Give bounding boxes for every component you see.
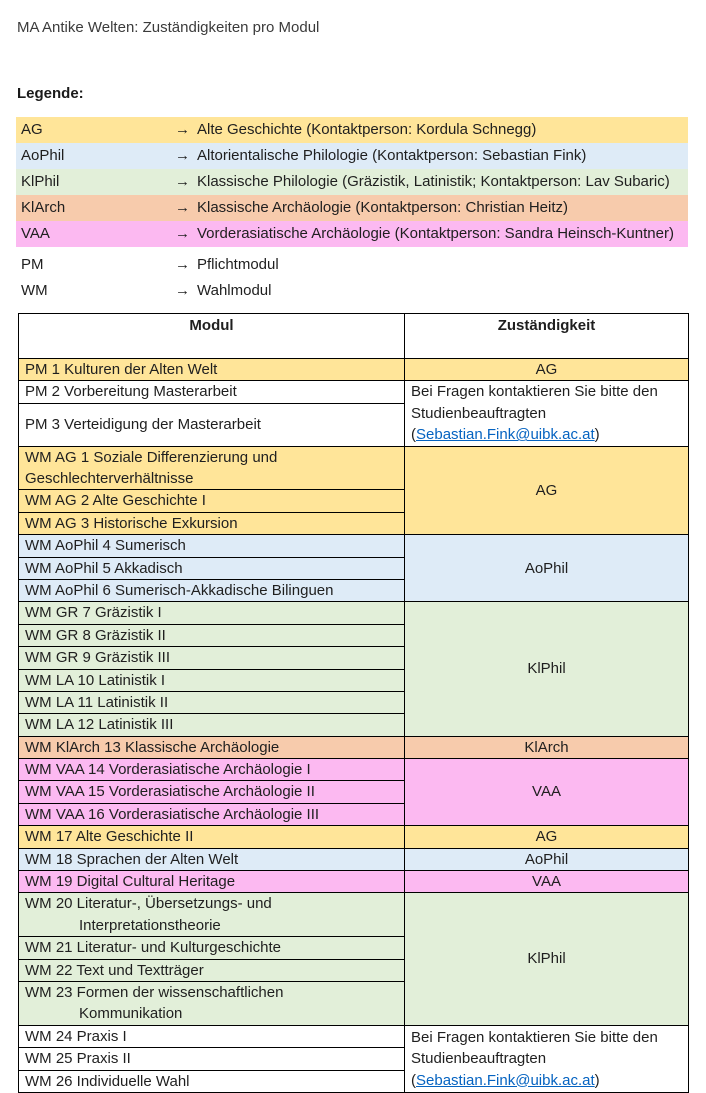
contact-note-line: Studienbeauftragten <box>411 1050 547 1068</box>
column-header-modul: Modul <box>19 314 405 359</box>
legend-code: AG <box>21 121 43 138</box>
legend-code: KlPhil <box>21 173 60 190</box>
module-label-line: Interpretationstheorie <box>79 916 221 934</box>
module-label-line: WM VAA 16 Vorderasiatische Archäologie III <box>25 805 320 823</box>
module-label-line: WM GR 9 Gräzistik III <box>25 649 171 667</box>
responsibility-cell: KlPhil <box>405 893 689 1025</box>
module-label-line: WM 25 Praxis II <box>25 1050 131 1068</box>
module-cell <box>19 1048 405 1070</box>
table-row <box>19 848 689 870</box>
responsibility-cell: VAA <box>405 871 689 893</box>
module-cell <box>19 848 405 870</box>
contact-note-line <box>411 1070 688 1091</box>
paren-close: ) <box>594 426 600 444</box>
legend-code: PM <box>21 256 44 273</box>
module-label-line: WM AoPhil 5 Akkadisch <box>25 559 183 577</box>
legend-description <box>175 117 688 143</box>
module-label-line: WM 26 Individuelle Wahl <box>25 1072 190 1090</box>
contact-note-line <box>411 424 688 445</box>
legend-row-aophil <box>16 143 688 169</box>
module-cell <box>19 512 405 534</box>
right-arrow-icon: → <box>175 282 190 299</box>
module-cell <box>19 602 405 624</box>
table-row <box>19 602 689 624</box>
legend-description-text: Klassische Philologie (Gräzistik, Latinistik; Kontaktperson: Lav Subaric) <box>197 173 670 190</box>
module-label-line: WM GR 7 Gräzistik I <box>25 604 162 622</box>
module-cell <box>19 647 405 669</box>
legend-description <box>175 221 688 247</box>
module-label-line: WM AG 3 Historische Exkursion <box>25 514 238 532</box>
module-type-list <box>16 252 688 304</box>
responsibility-cell <box>405 381 689 446</box>
table-row <box>19 359 689 381</box>
module-label-line: Kommunikation <box>79 1005 183 1023</box>
responsibility-cell: KlArch <box>405 736 689 758</box>
table-header-row <box>19 314 689 359</box>
module-label-line: WM 24 Praxis I <box>25 1027 127 1045</box>
module-label-line: WM 22 Text und Textträger <box>25 961 204 979</box>
module-label-line: WM VAA 15 Vorderasiatische Archäologie II <box>25 783 315 801</box>
table-row <box>19 826 689 848</box>
page-title: MA Antike Welten: Zuständigkeiten pro Modul <box>17 19 320 36</box>
module-label-line: WM AG 1 Soziale Differenzierung und <box>25 448 278 466</box>
module-cell <box>19 826 405 848</box>
right-arrow-icon: → <box>175 121 190 138</box>
module-cell <box>19 803 405 825</box>
module-cell <box>19 403 405 446</box>
module-label-line: WM GR 8 Gräzistik II <box>25 626 166 644</box>
table-row <box>19 446 689 490</box>
legend-code: AoPhil <box>21 147 65 164</box>
module-cell <box>19 893 405 937</box>
module-cell <box>19 579 405 601</box>
contact-note <box>411 381 688 445</box>
responsibility-cell <box>405 1025 689 1092</box>
right-arrow-icon: → <box>175 147 190 164</box>
module-label-line: WM 23 Formen der wissenschaftlichen <box>25 984 284 1002</box>
legend-description-text: Vorderasiatische Archäologie (Kontaktperson: Sandra Heinsch-Kuntner) <box>197 225 674 242</box>
module-cell <box>19 624 405 646</box>
contact-note-line: Bei Fragen kontaktieren Sie bitte den <box>411 383 658 401</box>
module-label-line: PM 2 Vorbereitung Masterarbeit <box>25 383 237 401</box>
table-row <box>19 535 689 557</box>
legend-code: WM <box>21 282 48 299</box>
module-label-line: WM 19 Digital Cultural Heritage <box>25 873 236 891</box>
module-label-line: WM VAA 14 Vorderasiatische Archäologie I <box>25 761 311 779</box>
module-cell <box>19 1070 405 1092</box>
module-label-line: WM 17 Alte Geschichte II <box>25 828 194 846</box>
module-label-line: WM LA 12 Latinistik III <box>25 716 174 734</box>
module-cell <box>19 959 405 981</box>
table-row <box>19 871 689 893</box>
module-label-line: WM LA 10 Latinistik I <box>25 671 166 689</box>
module-label-line: Geschlechterverhältnisse <box>25 469 194 487</box>
paren-open: ( <box>411 426 416 444</box>
legend-description-text: Wahlmodul <box>197 282 272 299</box>
right-arrow-icon: → <box>175 199 190 216</box>
legend-description-text: Pflichtmodul <box>197 256 279 273</box>
table-row <box>19 736 689 758</box>
legend-row-wm <box>16 278 688 304</box>
legend-description <box>175 169 688 195</box>
right-arrow-icon: → <box>175 256 190 273</box>
module-label-line: WM 18 Sprachen der Alten Welt <box>25 850 239 868</box>
module-label-line: WM AG 2 Alte Geschichte I <box>25 492 206 510</box>
legend-code: VAA <box>21 225 50 242</box>
legend-description <box>175 278 688 304</box>
table-row <box>19 759 689 781</box>
legend-description <box>175 252 688 278</box>
paren-open: ( <box>411 1071 416 1089</box>
legend-description-text: Klassische Archäologie (Kontaktperson: Christian Heitz) <box>197 199 569 216</box>
responsibility-cell: AG <box>405 359 689 381</box>
contact-note <box>411 1027 688 1091</box>
legend-row-pm <box>16 252 688 278</box>
module-cell <box>19 490 405 512</box>
module-cell <box>19 937 405 959</box>
module-cell <box>19 1025 405 1047</box>
table-row <box>19 381 689 403</box>
email-link[interactable]: Sebastian.Fink@uibk.ac.at <box>416 426 595 444</box>
responsibility-table <box>18 313 689 1093</box>
module-cell <box>19 736 405 758</box>
responsibility-cell: AG <box>405 826 689 848</box>
module-label-line: WM 20 Literatur-, Übersetzungs- und <box>25 895 272 913</box>
responsibility-cell: AoPhil <box>405 535 689 602</box>
module-cell <box>19 982 405 1026</box>
responsibility-cell: AG <box>405 446 689 535</box>
module-cell <box>19 871 405 893</box>
legend-row-klarch <box>16 195 688 221</box>
module-label-line: WM AoPhil 6 Sumerisch-Akkadische Bilinguen <box>25 581 334 599</box>
module-label-line: PM 3 Verteidigung der Masterarbeit <box>25 416 261 433</box>
module-label-line: WM AoPhil 4 Sumerisch <box>25 537 186 555</box>
table-row <box>19 893 689 937</box>
paren-close: ) <box>594 1071 600 1089</box>
legend-description <box>175 143 688 169</box>
module-label-line: WM 21 Literatur- und Kulturgeschichte <box>25 939 281 957</box>
responsibility-cell: VAA <box>405 759 689 826</box>
module-cell <box>19 381 405 403</box>
module-cell <box>19 359 405 381</box>
right-arrow-icon: → <box>175 173 190 190</box>
responsibility-cell: AoPhil <box>405 848 689 870</box>
legend-description <box>175 195 688 221</box>
module-cell <box>19 557 405 579</box>
legend-heading: Legende: <box>17 85 84 102</box>
legend-area-list <box>16 117 688 247</box>
module-cell <box>19 714 405 736</box>
module-label-line: WM LA 11 Latinistik II <box>25 693 169 711</box>
module-cell <box>19 446 405 490</box>
document-page <box>0 19 706 1089</box>
legend-row-ag <box>16 117 688 143</box>
module-label-line: WM KlArch 13 Klassische Archäologie <box>25 738 280 756</box>
legend-description-text: Altorientalische Philologie (Kontaktperson: Sebastian Fink) <box>197 147 587 164</box>
module-cell <box>19 669 405 691</box>
module-cell <box>19 759 405 781</box>
column-header-zustaendigkeit: Zuständigkeit <box>405 314 689 359</box>
contact-note-line: Studienbeauftragten <box>411 404 547 422</box>
module-label-line: PM 1 Kulturen der Alten Welt <box>25 361 218 378</box>
legend-row-vaa <box>16 221 688 247</box>
module-cell <box>19 535 405 557</box>
contact-note-line: Bei Fragen kontaktieren Sie bitte den <box>411 1028 658 1046</box>
module-cell <box>19 691 405 713</box>
legend-row-klphil <box>16 169 688 195</box>
legend-code: KlArch <box>21 199 66 216</box>
table-row <box>19 1025 689 1047</box>
right-arrow-icon: → <box>175 225 190 242</box>
email-link[interactable]: Sebastian.Fink@uibk.ac.at <box>416 1071 595 1089</box>
responsibility-cell: KlPhil <box>405 602 689 736</box>
module-cell <box>19 781 405 803</box>
legend-description-text: Alte Geschichte (Kontaktperson: Kordula Schnegg) <box>197 121 537 138</box>
